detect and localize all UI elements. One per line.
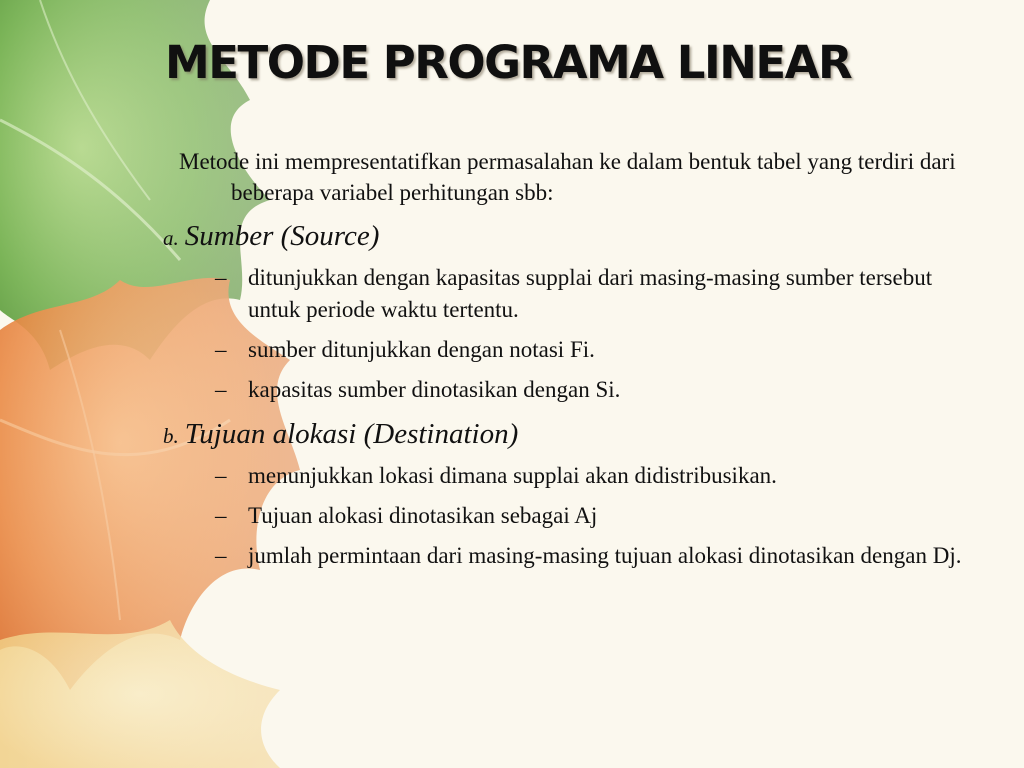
section-letter: a.: [163, 226, 179, 250]
list-item-text: sumber ditunjukkan dengan notasi Fi.: [248, 337, 595, 362]
section-heading: [163, 216, 983, 258]
dash-bullet: –: [215, 463, 227, 488]
list-item-text: menunjukkan lokasi dimana supplai akan didistribusikan.: [248, 463, 777, 488]
slide-title: METODE PROGRAMA LINEAR: [165, 36, 852, 89]
section-title: Sumber (Source): [184, 220, 380, 252]
dash-bullet: –: [215, 337, 227, 362]
dash-bullet: –: [215, 543, 227, 568]
section-destination: [163, 414, 983, 572]
intro-paragraph: Metode ini mempresentatifkan permasalahan ke dalam bentuk tabel yang terdiri dari beberapa variabel perhitungan sbb:: [179, 149, 956, 205]
list-item: [163, 460, 973, 492]
dash-bullet: –: [215, 503, 227, 528]
list-item-text: jumlah permintaan dari masing-masing tujuan alokasi dinotasikan dengan Dj.: [248, 543, 962, 568]
list-item: [163, 500, 973, 532]
list-item-text: ditunjukkan dengan kapasitas supplai dari masing-masing sumber tersebut untuk periode waktu tertentu.: [248, 265, 933, 322]
section-letter: b.: [163, 424, 179, 448]
list-item: [163, 334, 973, 366]
dash-bullet: –: [215, 265, 227, 290]
sub-list: [163, 460, 983, 572]
sub-list: [163, 262, 983, 406]
section-source: [163, 216, 983, 406]
section-title: Tujuan alokasi (Destination): [184, 418, 519, 450]
list-item-text: kapasitas sumber dinotasikan dengan Si.: [248, 377, 621, 402]
list-item: [163, 262, 973, 326]
list-item: [163, 374, 973, 406]
list-item-text: Tujuan alokasi dinotasikan sebagai Aj: [248, 503, 598, 528]
list-item: [163, 540, 973, 572]
section-heading: [163, 414, 983, 456]
dash-bullet: –: [215, 377, 227, 402]
slide-content: [163, 146, 983, 580]
